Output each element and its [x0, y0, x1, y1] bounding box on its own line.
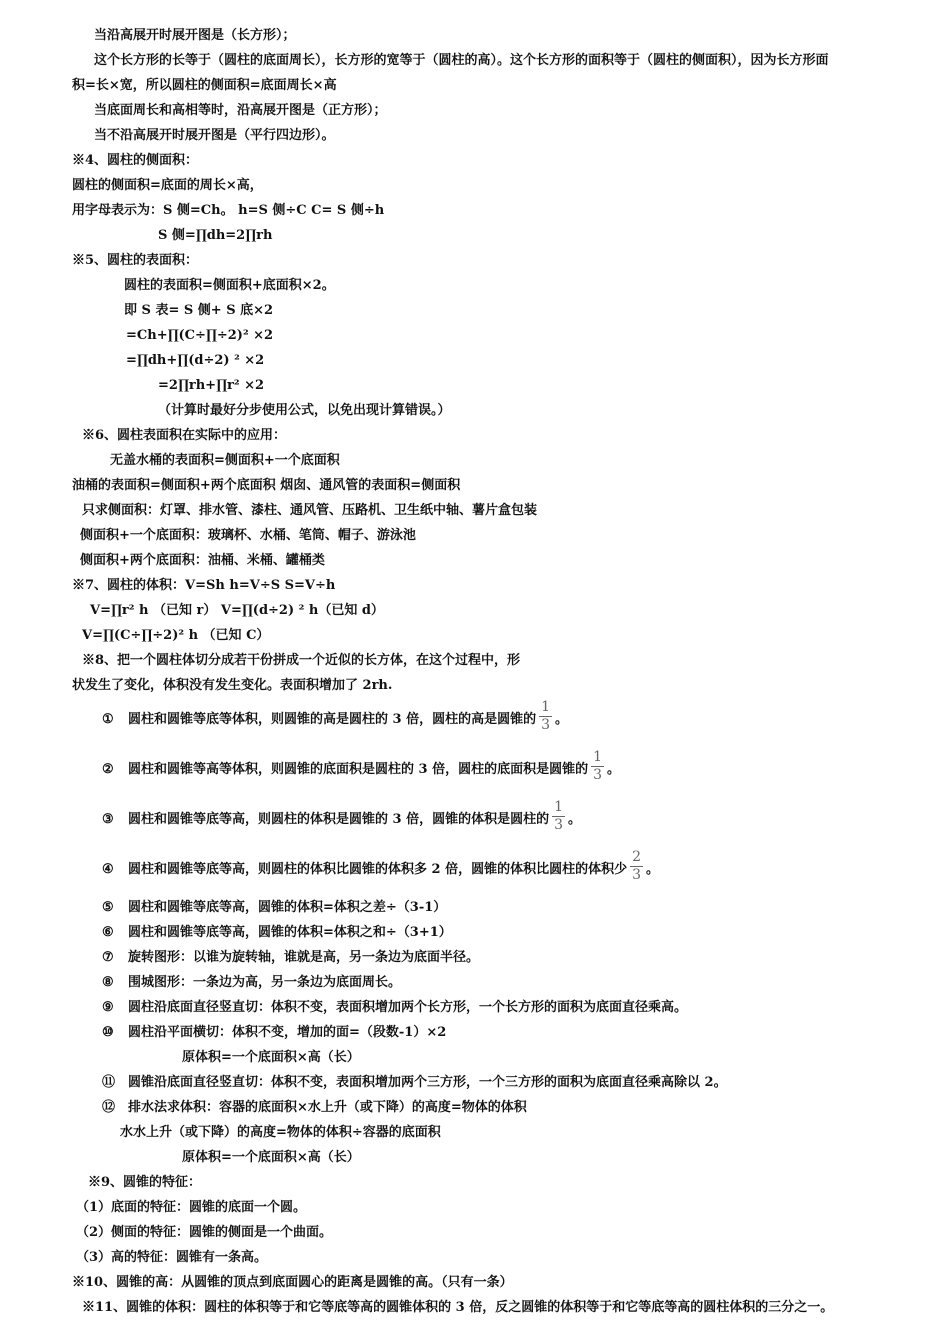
note-line: （计算时最好分步使用公式，以免出现计算错误。）	[158, 403, 451, 418]
item-number: ⑥	[102, 925, 114, 940]
item-number: ⑩	[102, 1025, 114, 1040]
item-number: ⑦	[102, 950, 114, 965]
formula-line: V=∏r² h （已知 r） V=∏(d÷2) ² h（已知 d）	[90, 603, 384, 618]
item-text: 圆柱和圆锥等底等高，则圆柱的体积是圆锥的 3 倍，圆锥的体积是圆柱的	[128, 812, 550, 827]
item-text: 圆柱沿底面直径竖直切：体积不变，表面积增加两个长方形，一个长方形的面积为底面直径乘高。	[128, 1000, 688, 1015]
item-text: 旋转图形：以谁为旋转轴，谁就是高，另一条边为底面半径。	[128, 950, 480, 965]
formula-line: 即 S 表= S 侧+ S 底×2	[124, 303, 274, 318]
fraction	[539, 699, 552, 734]
section-heading: ※5、圆柱的表面积：	[72, 253, 199, 268]
item-text: 围城图形：一条边为高，另一条边为底面周长。	[128, 975, 402, 990]
list-item	[102, 1099, 527, 1117]
section-heading: ※7、圆柱的体积：V=Sh h=V÷S S=V÷h	[72, 578, 336, 593]
text-line: 当不沿高展开时展开图是（平行四边形）。	[94, 128, 335, 143]
fraction-denominator: 3	[541, 717, 551, 733]
text-line: 无盖水桶的表面积=侧面积+一个底面积	[110, 453, 340, 468]
item-text: 圆柱和圆锥等底等体积，则圆锥的高是圆柱的 3 倍，圆柱的高是圆锥的	[128, 712, 537, 727]
list-item	[102, 999, 687, 1017]
text-line: 当沿高展开时展开图是（长方形）；	[94, 28, 296, 43]
item-number: ④	[102, 862, 114, 877]
fraction	[552, 799, 565, 834]
list-item	[102, 974, 401, 992]
item-end: 。	[646, 862, 660, 877]
fraction-denominator: 3	[554, 817, 564, 833]
item-text: 排水法求体积：容器的底面积×水上升（或下降）的高度=物体的体积	[128, 1100, 527, 1115]
text-line: 油桶的表面积=侧面积+两个底面积 烟囱、通风管的表面积=侧面积	[72, 478, 461, 493]
list-item	[102, 749, 621, 787]
item-text: 圆柱和圆锥等高等体积，则圆锥的底面积是圆柱的 3 倍，圆柱的底面积是圆锥的	[128, 762, 589, 777]
formula-line: =Ch+∏(C÷∏÷2)² ×2	[126, 328, 274, 343]
section-heading: ※11、圆锥的体积：圆柱的体积等于和它等底等高的圆锥体积的 3 倍，反之圆锥的体积等于和它等底等高的圆柱体积的三分之一。	[82, 1300, 834, 1315]
fraction-numerator: 1	[541, 699, 551, 715]
fraction	[591, 749, 604, 784]
section-heading: ※10、圆锥的高：从圆锥的顶点到底面圆心的距离是圆锥的高。（只有一条）	[72, 1275, 513, 1290]
text-line: 原体积=一个底面积×高（长）	[182, 1050, 360, 1065]
text-line: 侧面积+一个底面积：玻璃杯、水桶、笔筒、帽子、游泳池	[80, 528, 416, 543]
text-line: 积=长×宽，所以圆柱的侧面积=底面周长×高	[72, 78, 337, 93]
item-number: ①	[102, 712, 114, 727]
list-item	[102, 924, 452, 942]
text-line: 圆柱的侧面积=底面的周长×高，	[72, 178, 263, 193]
item-text: 圆柱和圆锥等底等高，圆锥的体积=体积之差÷（3-1）	[128, 900, 447, 915]
item-text: 圆锥沿底面直径竖直切：体积不变，表面积增加两个三方形，一个三方形的面积为底面直径乘高除以 2。	[128, 1075, 727, 1090]
text-line: 只求侧面积：灯罩、排水管、漆柱、通风管、压路机、卫生纸中轴、薯片盒包装	[82, 503, 538, 518]
list-item	[102, 1024, 446, 1042]
item-number: ②	[102, 762, 114, 777]
section-heading: ※6、圆柱表面积在实际中的应用：	[82, 428, 287, 443]
item-number: ⑧	[102, 975, 114, 990]
fraction-denominator: 3	[632, 867, 642, 883]
item-text: 圆柱和圆锥等底等高，圆锥的体积=体积之和÷（3+1）	[128, 925, 452, 940]
formula-line: V=∏(C÷∏÷2)² h （已知 C）	[82, 628, 270, 643]
section-heading: ※9、圆锥的特征：	[88, 1175, 202, 1190]
list-item	[102, 699, 569, 737]
item-number: ⑪	[102, 1075, 116, 1090]
list-item	[102, 899, 446, 917]
item-text: 圆柱和圆锥等底等高，则圆柱的体积比圆锥的体积多 2 倍，圆锥的体积比圆柱的体积少	[128, 862, 628, 877]
text-line: （1）底面的特征：圆锥的底面一个圆。	[76, 1200, 307, 1215]
item-end: 。	[555, 712, 569, 727]
text-line: 这个长方形的长等于（圆柱的底面周长），长方形的宽等于（圆柱的高）。这个长方形的面积等于（圆柱的侧面积），因为长方形面	[94, 53, 829, 68]
fraction-denominator: 3	[593, 767, 603, 783]
fraction-numerator: 1	[554, 799, 564, 815]
text-line: 圆柱的表面积=侧面积+底面积×2。	[124, 278, 335, 293]
formula-line: S 侧=∏dh=2∏rh	[158, 228, 273, 243]
list-item	[102, 799, 582, 837]
text-line: 侧面积+两个底面积：油桶、米桶、罐桶类	[80, 553, 325, 568]
list-item	[102, 1074, 727, 1092]
formula-line: =2∏rh+∏r² ×2	[158, 378, 265, 393]
section-heading: ※8、把一个圆柱体切分成若干份拼成一个近似的长方体，在这个过程中，形	[82, 653, 521, 668]
item-text: 圆柱沿平面横切：体积不变，增加的面=（段数-1）×2	[128, 1025, 447, 1040]
item-number: ⑫	[102, 1100, 116, 1115]
formula-line: =∏dh+∏(d÷2) ² ×2	[126, 353, 265, 368]
text-line: （3）高的特征：圆锥有一条高。	[76, 1250, 268, 1265]
section-heading: ※4、圆柱的侧面积：	[72, 153, 199, 168]
fraction	[630, 849, 643, 884]
item-number: ⑨	[102, 1000, 114, 1015]
fraction-numerator: 2	[632, 849, 642, 865]
formula-line: 用字母表示为：S 侧=Ch。 h=S 侧÷C C= S 侧÷h	[72, 203, 385, 218]
text-line: 状发生了变化，体积没有发生变化。表面积增加了 2rh.	[72, 678, 393, 693]
fraction-numerator: 1	[593, 749, 603, 765]
item-number: ⑤	[102, 900, 114, 915]
list-item	[102, 949, 479, 967]
item-number: ③	[102, 812, 114, 827]
text-line: （2）侧面的特征：圆锥的侧面是一个曲面。	[76, 1225, 333, 1240]
item-end: 。	[607, 762, 621, 777]
list-item	[102, 849, 660, 887]
text-line: 原体积=一个底面积×高（长）	[182, 1150, 360, 1165]
text-line: 水水上升（或下降）的高度=物体的体积÷容器的底面积	[120, 1125, 441, 1140]
text-line: 当底面周长和高相等时，沿高展开图是（正方形）；	[94, 103, 387, 118]
item-end: 。	[568, 812, 582, 827]
